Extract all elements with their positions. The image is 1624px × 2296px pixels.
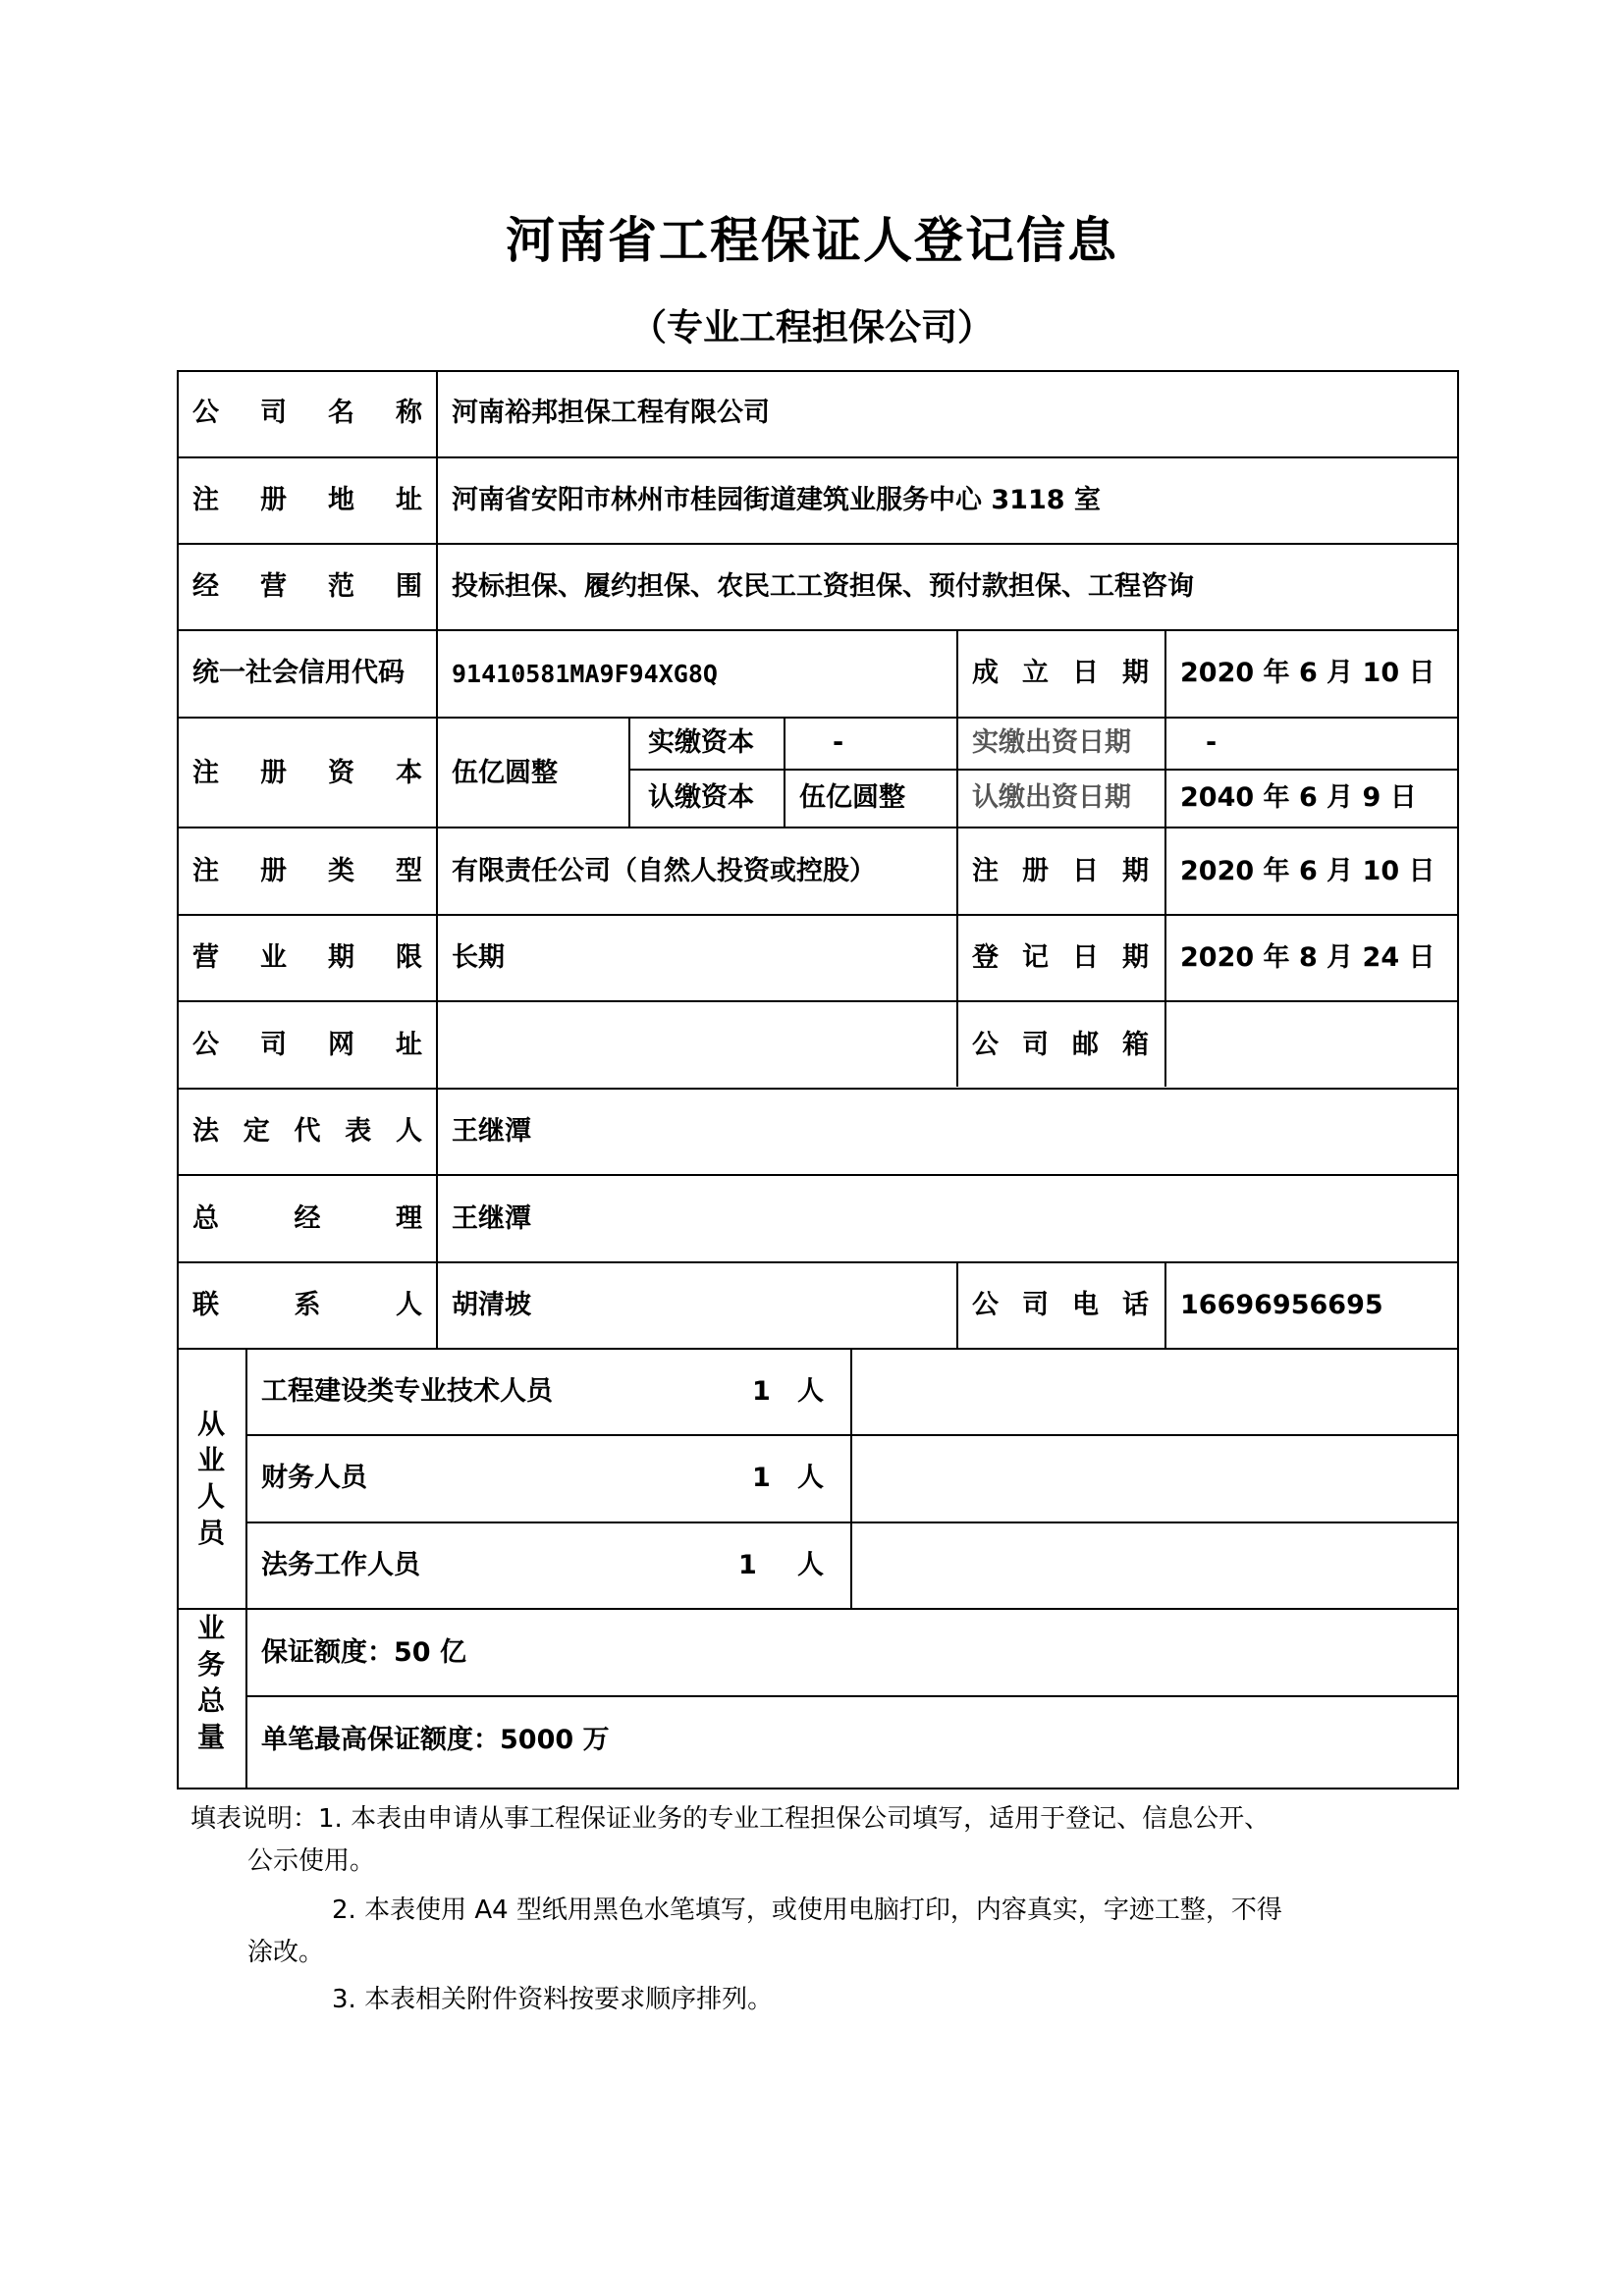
label-business-term: 营 业 期 限 [192, 942, 422, 973]
staff-count-0: 1 [752, 1376, 771, 1407]
label-established-date: 成 立 日 期 [972, 658, 1149, 688]
label-business-scope: 经 营 范 围 [192, 571, 422, 602]
label-business-total: 业 务 总 量 [196, 1612, 225, 1753]
record-date-value: 2020 年 8 月 24 日 [1180, 942, 1435, 973]
note-line-1: 填表说明：1. 本表由申请从事工程保证业务的专业工程担保公司填写，适用于登记、信息公开、 [190, 1804, 1271, 1834]
label-registered-address: 注 册 地 址 [192, 485, 422, 515]
label-phone: 公 司 电 话 [972, 1290, 1149, 1320]
registration-type-value: 有限责任公司（自然人投资或控股） [452, 856, 876, 886]
label-record-date: 登 记 日 期 [972, 942, 1149, 973]
label-legal-representative: 法 定 代 表 人 [192, 1116, 422, 1147]
label-website: 公 司 网 址 [192, 1030, 422, 1060]
note-line-2b: 涂改。 [247, 1938, 325, 1967]
business-term-value: 长期 [452, 942, 505, 973]
credit-code-value: 91410581MA9F94XG8Q [452, 660, 718, 688]
staff-role-0: 工程建设类专业技术人员 [261, 1376, 553, 1407]
label-registered-capital: 注 册 资 本 [192, 758, 422, 788]
staff-unit-2: 人 [797, 1550, 824, 1580]
paid-capital-value: - [833, 727, 844, 758]
registration-date-value: 2020 年 6 月 10 日 [1180, 856, 1435, 886]
registered-capital-value: 伍亿圆整 [452, 758, 558, 788]
document-title: 河南省工程保证人登记信息 [506, 212, 1118, 269]
label-general-manager: 总 经 理 [192, 1203, 422, 1234]
document-subtitle: （专业工程担保公司） [630, 306, 994, 348]
note-line-1b: 公示使用。 [247, 1846, 376, 1876]
subscribed-date-value: 2040 年 6 月 9 日 [1180, 782, 1417, 813]
label-subscribed-date: 认缴出资日期 [972, 782, 1131, 813]
label-contact: 联 系 人 [192, 1290, 422, 1320]
subscribed-capital-value: 伍亿圆整 [799, 782, 905, 813]
staff-role-2: 法务工作人员 [261, 1550, 420, 1580]
label-subscribed-capital: 认缴资本 [648, 782, 754, 813]
staff-unit-0: 人 [797, 1376, 824, 1407]
business-scope-value: 投标担保、履约担保、农民工工资担保、预付款担保、工程咨询 [452, 571, 1194, 602]
phone-value: 16696956695 [1180, 1290, 1383, 1320]
label-company-name: 公 司 名 称 [192, 398, 422, 428]
guarantee-amount: 保证额度：50 亿 [261, 1637, 466, 1668]
staff-count-1: 1 [752, 1463, 771, 1493]
single-max-guarantee: 单笔最高保证额度：5000 万 [261, 1725, 610, 1755]
general-manager-value: 王继潭 [452, 1203, 531, 1234]
established-date-value: 2020 年 6 月 10 日 [1180, 658, 1435, 688]
contact-value: 胡清坡 [452, 1290, 531, 1320]
staff-count-2: 1 [738, 1550, 757, 1580]
registered-address-value: 河南省安阳市林州市桂园街道建筑业服务中心 3118 室 [452, 485, 1101, 515]
label-registration-type: 注 册 类 型 [192, 856, 422, 886]
staff-unit-1: 人 [797, 1463, 824, 1493]
label-staff: 从 业 人 员 [196, 1408, 225, 1549]
company-name-value: 河南裕邦担保工程有限公司 [452, 398, 770, 428]
label-credit-code: 统一社会信用代码 [192, 658, 405, 688]
note-line-2: 2. 本表使用 A4 型纸用黑色水笔填写，或使用电脑打印，内容真实，字迹工整，不得 [332, 1896, 1282, 1925]
label-paid-date: 实缴出资日期 [972, 727, 1131, 758]
label-paid-capital: 实缴资本 [648, 727, 754, 758]
note-line-3: 3. 本表相关附件资料按要求顺序排列。 [332, 1985, 774, 2014]
paid-date-value: - [1206, 727, 1218, 758]
label-registration-date: 注 册 日 期 [972, 856, 1149, 886]
legal-representative-value: 王继潭 [452, 1116, 531, 1147]
label-email: 公 司 邮 箱 [972, 1030, 1149, 1060]
staff-role-1: 财务人员 [261, 1463, 367, 1493]
